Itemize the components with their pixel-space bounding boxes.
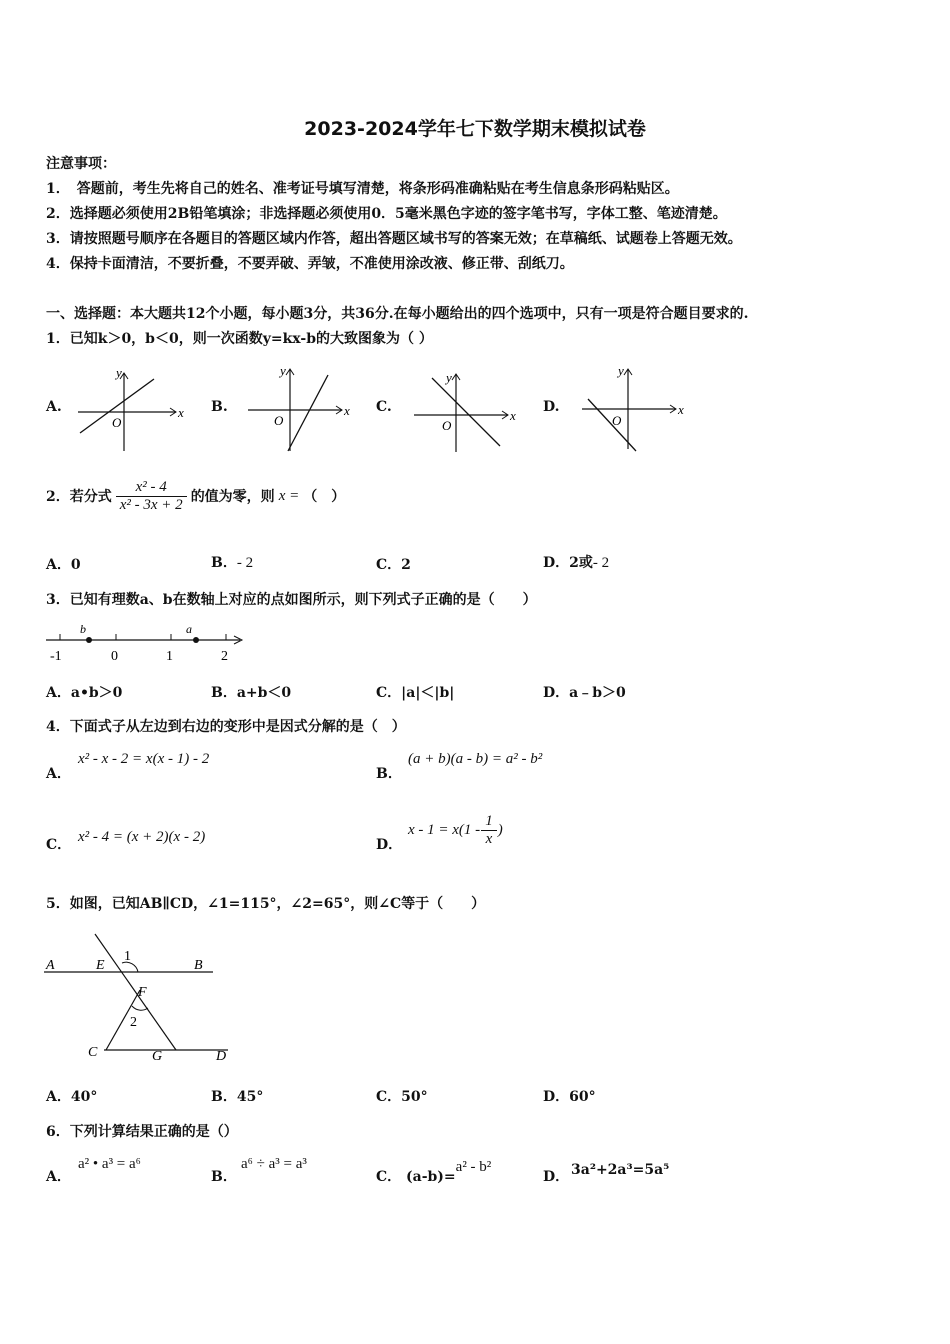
tick-label: 1 [166, 649, 173, 664]
q3-option-d: D．a﹣b＞0 [543, 685, 626, 701]
point-b: b [80, 622, 86, 636]
page-title: 2023-2024学年七下数学期末模拟试卷 [304, 118, 646, 140]
q4-option-c: x² - 4 = (x + 2)(x - 2) [78, 829, 206, 845]
origin: O [274, 413, 284, 428]
q5-option-d: D．60° [543, 1089, 596, 1105]
origin: O [112, 415, 122, 430]
q2-denominator: x² - 3x + 2 [116, 496, 187, 514]
axis-x: x [510, 408, 516, 423]
label-C: C [88, 1045, 98, 1060]
q6-option-d: 3a²+2a³=5a⁵ [571, 1162, 670, 1178]
q1-label-b: B. [211, 399, 228, 415]
q2-fraction [116, 479, 187, 514]
q2-suffix: 的值为零，则 [190, 489, 275, 505]
angle-2: 2 [130, 1015, 137, 1030]
q1-graph-c [410, 368, 525, 456]
q2-paren: （ ） [303, 489, 346, 505]
q1-stem: 1．已知k＞0，b＜0，则一次函数y=kx-b的大致图象为（ ） [46, 331, 433, 347]
q3-stem: 3．已知有理数a、b在数轴上对应的点如图所示，则下列式子正确的是（ ） [46, 592, 537, 608]
label-F: F [138, 985, 147, 1000]
q5-stem: 5．如图，已知AB∥CD，∠1=115°，∠2=65°，则∠C等于（ ） [46, 896, 486, 912]
q3-option-c: C．|a|＜|b| [376, 685, 455, 701]
q4-label-b: B． [376, 766, 402, 782]
q5-figure [40, 928, 240, 1068]
notice-item-4: 4．保持卡面清洁，不要折叠，不要弄破、弄皱，不准使用涂改液、修正带、刮纸刀。 [46, 256, 574, 272]
q4-label-a: A． [46, 766, 71, 782]
tick-label: 2 [221, 649, 228, 664]
point-a: a [186, 622, 192, 636]
axis-y: y [618, 363, 624, 378]
axis-x: x [344, 403, 350, 418]
q6-stem: 6．下列计算结果正确的是（） [46, 1124, 238, 1140]
notice-item-2: 2．选择题必须使用2B铅笔填涂；非选择题必须使用0．5毫米黑色字迹的签字笔书写，字体工整、笔迹清楚。 [46, 206, 727, 222]
q2-option-d: D．2或- 2 [543, 555, 610, 571]
origin: O [442, 418, 452, 433]
q6-label-c: C． [376, 1169, 402, 1185]
q2-stem [46, 474, 345, 518]
q1-graph-d [578, 363, 693, 455]
q6-option-c: (a-b)=a² - b² [406, 1159, 492, 1185]
label-E: E [96, 958, 105, 973]
axis-y: y [446, 370, 452, 385]
q4-stem: 4．下面式子从左边到右边的变形中是因式分解的是（ ） [46, 719, 406, 735]
q3-option-b: B．a+b＜0 [211, 685, 292, 701]
q5-option-c: C．50° [376, 1089, 428, 1105]
q6-label-b: B． [211, 1169, 237, 1185]
q5-option-a: A．40° [46, 1089, 98, 1105]
angle-1: 1 [124, 949, 131, 964]
tick-label: 0 [111, 649, 118, 664]
q2-option-a: A．0 [46, 557, 81, 573]
q6-option-b: a⁶ ÷ a³ = a³ [241, 1156, 307, 1172]
q1-graph-b [244, 363, 359, 455]
q1-label-c: C. [376, 399, 392, 415]
q1-label-a: A. [46, 399, 62, 415]
notice-heading: 注意事项： [46, 156, 116, 172]
q4-option-b: (a + b)(a - b) = a² - b² [408, 751, 543, 767]
q2-prefix: 2．若分式 [46, 489, 112, 505]
label-B: B [194, 958, 203, 973]
q4-option-d: x - 1 = x(1 - $\frac{1}{x}$ ) [408, 812, 503, 847]
notice-item-1: 1． 答题前，考生先将自己的姓名、准考证号填写清楚，将条形码准确粘贴在考生信息条形码粘贴区。 [46, 181, 679, 197]
label-D: D [216, 1049, 227, 1064]
label-A: A [46, 958, 55, 973]
q3-number-line [44, 620, 254, 666]
q2-option-c: C．2 [376, 557, 411, 573]
q2-numerator: x² - 4 [135, 478, 167, 495]
axis-x: x [178, 405, 184, 420]
origin: O [612, 413, 622, 428]
label-G: G [152, 1049, 163, 1064]
tick-label: -1 [50, 649, 62, 664]
q4-option-a: x² - x - 2 = x(x - 1) - 2 [78, 751, 210, 767]
q5-option-b: B．45° [211, 1089, 264, 1105]
q1-label-d: D. [543, 399, 560, 415]
q6-label-d: D． [543, 1169, 570, 1185]
q3-option-a: A．a•b＞0 [46, 685, 123, 701]
notice-item-3: 3．请按照题号顺序在各题目的答题区域内作答，超出答题区域书写的答案无效；在草稿纸、试题卷上答题无效。 [46, 231, 742, 247]
axis-x: x [678, 402, 684, 417]
q1-graph-a [74, 365, 189, 455]
q6-option-a: a² • a³ = a⁶ [78, 1156, 141, 1172]
q4-label-c: C． [46, 837, 72, 853]
q2-variable: x = [278, 487, 300, 504]
q4-label-d: D． [376, 837, 403, 853]
q6-label-a: A． [46, 1169, 71, 1185]
q2-option-b: B．- 2 [211, 555, 254, 571]
axis-y: y [116, 365, 122, 380]
axis-y: y [280, 363, 286, 378]
section-heading: 一、选择题：本大题共12个小题，每小题3分，共36分.在每小题给出的四个选项中，只有一项是符合题目要求的. [46, 306, 749, 322]
